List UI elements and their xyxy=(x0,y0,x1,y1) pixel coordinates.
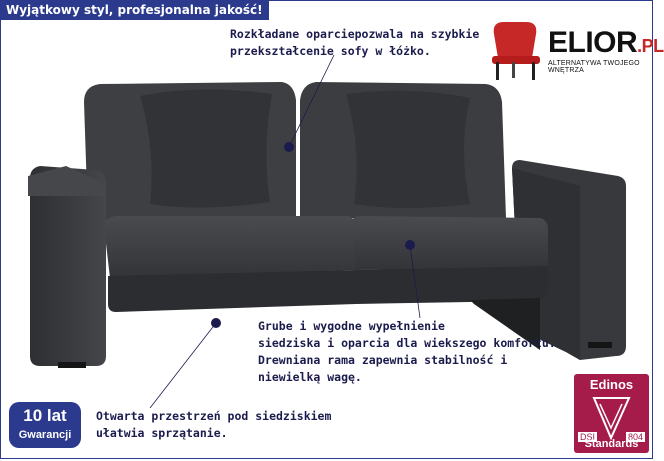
pillow-right xyxy=(346,91,470,208)
warranty-badge xyxy=(9,402,81,448)
callout-backrest: Rozkładane oparciepozwala na szybkie przekształcenie sofy w łóżko. xyxy=(230,27,480,58)
callout-cushion: Grube i wygodne wypełnienie siedziska i oparcia dla wiekszego komfortu. Drewniana rama zapewnia stabilność i niewielką wagę. xyxy=(258,319,556,384)
seat-right xyxy=(352,216,548,270)
marker-dot-icon xyxy=(211,318,221,328)
marker-dot-icon xyxy=(284,142,294,152)
banner-title: Wyjątkowy styl, profesjonalna jakość! xyxy=(0,0,269,20)
certificate-dsi: DSI xyxy=(580,432,596,442)
certificate-number: 804 xyxy=(627,432,643,442)
warranty-years: 10 lat xyxy=(23,406,67,425)
certificate-standards: Standards xyxy=(584,438,639,450)
certificate-brand: Edinos xyxy=(589,377,634,392)
seat-left xyxy=(104,216,356,278)
callout-underseat: Otwarta przestrzeń pod siedziskiem ułatwia sprzątanie. xyxy=(96,409,332,440)
logo-tagline: ALTERNATYWA TWOJEGO WNĘTRZA xyxy=(548,60,640,74)
logo-wordmark: ELIOR.PL xyxy=(548,26,664,59)
pillow-left xyxy=(140,89,272,207)
certificate-badge xyxy=(574,374,649,453)
sofa-foot xyxy=(58,362,86,368)
sofa-foot xyxy=(588,342,612,348)
warranty-label: Gwarancji xyxy=(18,429,72,441)
marker-dot-icon xyxy=(405,240,415,250)
